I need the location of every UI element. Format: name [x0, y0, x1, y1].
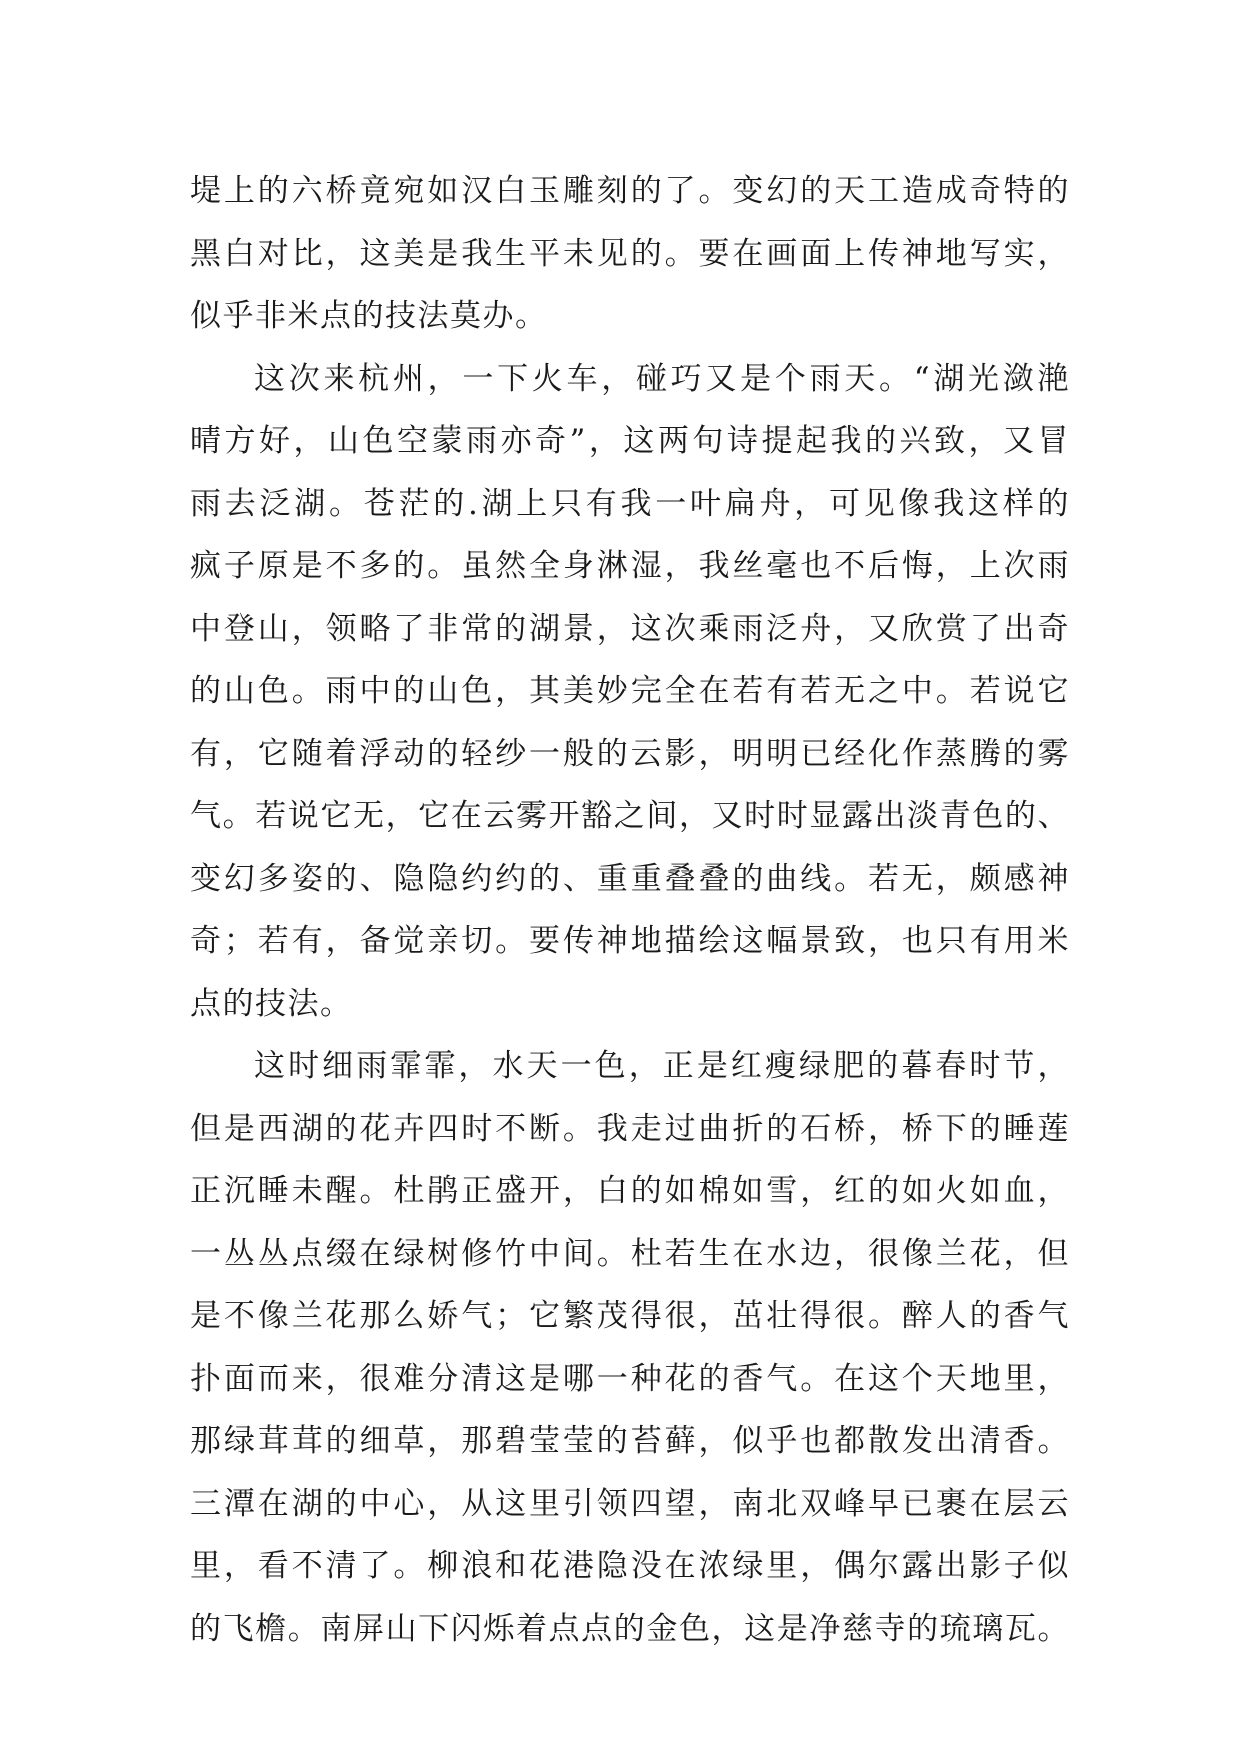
text-line: 气。若说它无，它在云雾开豁之间，又时时显露出淡青色的、	[190, 798, 1070, 834]
text-line: 这时细雨霏霏，水天一色，正是红瘦绿肥的暮春时节，	[254, 1048, 1070, 1084]
text-line: 黑白对比，这美是我生平未见的。要在画面上传神地写实，	[190, 235, 1070, 272]
text-line: 中登山，领略了非常的湖景，这次乘雨泛舟，又欣赏了出奇	[190, 610, 1070, 647]
text-line: 正沉睡未醒。杜鹃正盛开，白的如棉如雪，红的如火如血，	[190, 1173, 1070, 1209]
text-line: 疯子原是不多的。虽然全身淋湿，我丝毫也不后悔，上次雨	[190, 548, 1070, 584]
text-line: 雨去泛湖。苍茫的.湖上只有我一叶扁舟，可见像我这样的	[190, 485, 1070, 522]
text-line: 里，看不清了。柳浪和花港隐没在浓绿里，偶尔露出影子似	[190, 1548, 1070, 1584]
text-line: 似乎非米点的技法莫办。	[190, 298, 548, 334]
text-line: 那绿茸茸的细草，那碧莹莹的苔藓，似乎也都散发出清香。	[190, 1423, 1070, 1459]
text-line: 奇；若有，备觉亲切。要传神地描绘这幅景致，也只有用米	[190, 923, 1070, 959]
text-line: 这次来杭州，一下火车，碰巧又是个雨天。“湖光潋滟	[254, 360, 1070, 397]
body-text	[190, 160, 1070, 1660]
text-line: 的飞檐。南屏山下闪烁着点点的金色，这是净慈寺的琉璃瓦。	[190, 1610, 1070, 1647]
text-line: 扑面而来，很难分清这是哪一种花的香气。在这个天地里，	[190, 1360, 1070, 1397]
text-line: 一丛丛点缀在绿树修竹中间。杜若生在水边，很像兰花，但	[190, 1235, 1070, 1272]
text-line: 三潭在湖的中心，从这里引领四望，南北双峰早已裹在层云	[190, 1485, 1070, 1522]
text-line: 点的技法。	[190, 985, 353, 1022]
text-line: 是不像兰花那么娇气；它繁茂得很，茁壮得很。醉人的香气	[190, 1298, 1070, 1334]
text-line: 但是西湖的花卉四时不断。我走过曲折的石桥，桥下的睡莲	[190, 1110, 1070, 1147]
text-line: 有，它随着浮动的轻纱一般的云影，明明已经化作蒸腾的雾	[190, 735, 1070, 772]
text-line: 堤上的六桥竟宛如汉白玉雕刻的了。变幻的天工造成奇特的	[190, 173, 1070, 209]
text-line: 的山色。雨中的山色，其美妙完全在若有若无之中。若说它	[190, 673, 1070, 709]
text-line: 晴方好，山色空蒙雨亦奇”，这两句诗提起我的兴致，又冒	[190, 423, 1070, 459]
text-line: 变幻多姿的、隐隐约约的、重重叠叠的曲线。若无，颇感神	[190, 860, 1070, 897]
